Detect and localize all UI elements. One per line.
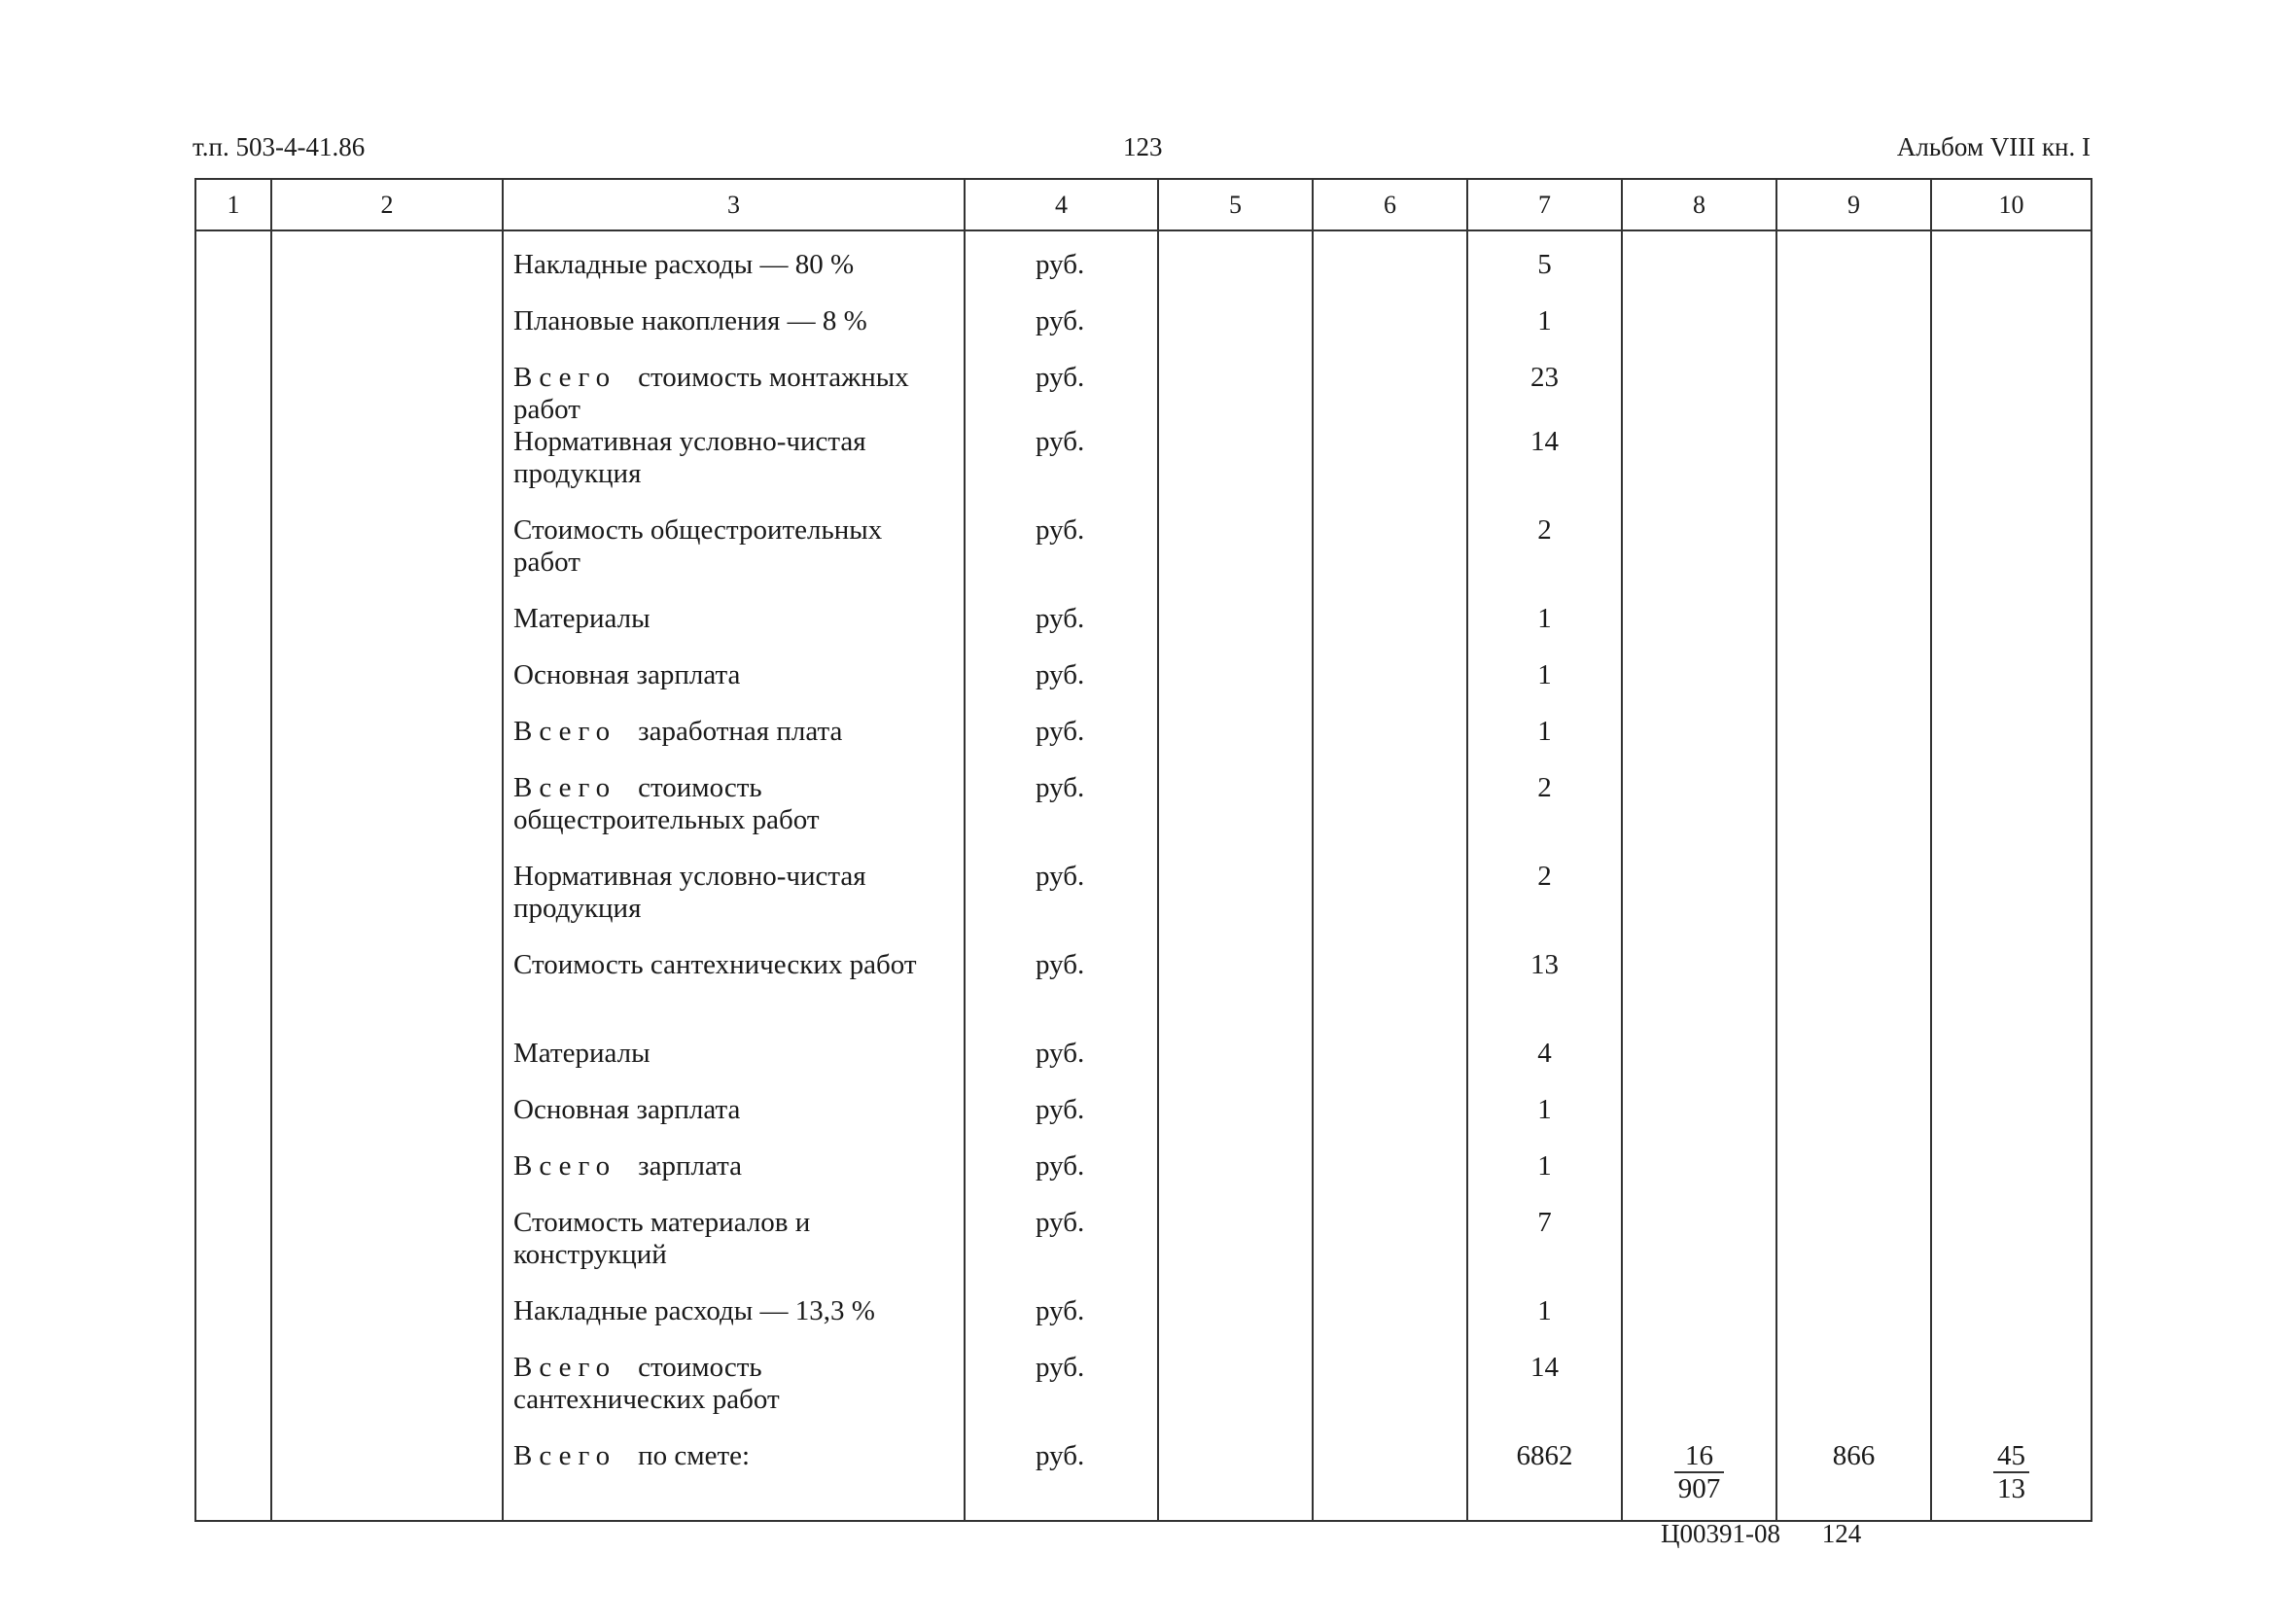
table-row bbox=[195, 861, 2092, 949]
item-unit: руб. bbox=[965, 1150, 1158, 1207]
empty-cell bbox=[1776, 1150, 1931, 1207]
table-row bbox=[195, 772, 2092, 861]
empty-cell bbox=[1313, 514, 1467, 603]
table-row bbox=[195, 1094, 2092, 1150]
item-name bbox=[503, 1038, 965, 1094]
empty-cell bbox=[1622, 716, 1776, 772]
item-label: Основная зарплата bbox=[513, 659, 741, 690]
empty-cell bbox=[1931, 230, 2092, 305]
item-name bbox=[503, 426, 965, 514]
empty-cell bbox=[1313, 1094, 1467, 1150]
empty-cell bbox=[1776, 949, 1931, 1038]
item-label: Стоимость общестроительных работ bbox=[513, 514, 883, 578]
footer-page-number: 124 bbox=[1821, 1519, 1862, 1548]
item-name bbox=[503, 1207, 965, 1295]
table-row bbox=[195, 949, 2092, 1038]
empty-cell bbox=[1313, 1207, 1467, 1295]
item-prefix: Всего bbox=[513, 362, 617, 393]
empty-cell bbox=[1622, 1295, 1776, 1352]
table-row bbox=[195, 426, 2092, 514]
empty-cell bbox=[195, 1295, 271, 1352]
item-prefix: Всего bbox=[513, 1150, 617, 1182]
empty-cell bbox=[195, 305, 271, 362]
empty-cell bbox=[1776, 1094, 1931, 1150]
total-unit: руб. bbox=[965, 1440, 1158, 1521]
empty-cell bbox=[271, 1352, 503, 1440]
empty-cell bbox=[1931, 362, 2092, 426]
empty-cell bbox=[1622, 305, 1776, 362]
item-name bbox=[503, 716, 965, 772]
item-name bbox=[503, 1295, 965, 1352]
column-header: 7 bbox=[1467, 179, 1622, 230]
empty-cell bbox=[195, 861, 271, 949]
item-name bbox=[503, 861, 965, 949]
empty-cell bbox=[1158, 1150, 1313, 1207]
table-row bbox=[195, 305, 2092, 362]
empty-cell bbox=[271, 362, 503, 426]
total-value-col8 bbox=[1622, 1440, 1776, 1521]
empty-cell bbox=[1158, 1038, 1313, 1094]
empty-cell bbox=[1931, 861, 2092, 949]
empty-cell bbox=[1622, 659, 1776, 716]
empty-cell bbox=[195, 716, 271, 772]
empty-cell bbox=[1622, 362, 1776, 426]
empty-cell bbox=[271, 1038, 503, 1094]
empty-cell bbox=[1931, 659, 2092, 716]
item-unit: руб. bbox=[965, 1094, 1158, 1150]
table-row bbox=[195, 1038, 2092, 1094]
item-label: Накладные расходы — 80 % bbox=[513, 249, 855, 280]
item-unit: руб. bbox=[965, 861, 1158, 949]
item-label: Основная зарплата bbox=[513, 1094, 741, 1125]
item-unit: руб. bbox=[965, 659, 1158, 716]
empty-cell bbox=[195, 603, 271, 659]
empty-cell bbox=[1158, 514, 1313, 603]
item-label: Нормативная условно-чистая продукция bbox=[513, 426, 866, 489]
item-unit: руб. bbox=[965, 949, 1158, 1038]
empty-cell bbox=[1158, 659, 1313, 716]
item-unit: руб. bbox=[965, 1038, 1158, 1094]
fraction bbox=[1674, 1440, 1725, 1504]
column-header: 10 bbox=[1931, 179, 2092, 230]
item-value-col7: 13 bbox=[1467, 949, 1622, 1038]
total-value-col9: 866 bbox=[1776, 1440, 1931, 1521]
empty-cell bbox=[195, 1207, 271, 1295]
item-label: Плановые накопления — 8 % bbox=[513, 305, 867, 336]
item-name bbox=[503, 362, 965, 426]
item-value-col7: 1 bbox=[1467, 603, 1622, 659]
empty-cell bbox=[271, 1440, 503, 1521]
empty-cell bbox=[1931, 426, 2092, 514]
table-row bbox=[195, 1150, 2092, 1207]
item-prefix: Всего bbox=[513, 1352, 617, 1383]
empty-cell bbox=[271, 1295, 503, 1352]
item-value-col7: 2 bbox=[1467, 861, 1622, 949]
total-label: по смете: bbox=[638, 1440, 751, 1471]
empty-cell bbox=[1931, 514, 2092, 603]
empty-cell bbox=[1931, 1094, 2092, 1150]
column-number-row bbox=[195, 179, 2092, 230]
empty-cell bbox=[1931, 305, 2092, 362]
column-header: 3 bbox=[503, 179, 965, 230]
table-row bbox=[195, 230, 2092, 305]
empty-cell bbox=[1158, 1094, 1313, 1150]
item-label: заработная плата bbox=[638, 716, 843, 747]
item-value-col7: 1 bbox=[1467, 1150, 1622, 1207]
item-unit: руб. bbox=[965, 230, 1158, 305]
empty-cell bbox=[195, 230, 271, 305]
empty-cell bbox=[1622, 603, 1776, 659]
empty-cell bbox=[1313, 716, 1467, 772]
column-header: 2 bbox=[271, 179, 503, 230]
empty-cell bbox=[1931, 772, 2092, 861]
empty-cell bbox=[195, 426, 271, 514]
empty-cell bbox=[1622, 949, 1776, 1038]
empty-cell bbox=[1158, 362, 1313, 426]
empty-cell bbox=[195, 1440, 271, 1521]
empty-cell bbox=[1776, 305, 1931, 362]
table-row bbox=[195, 514, 2092, 603]
empty-cell bbox=[1313, 230, 1467, 305]
empty-cell bbox=[1776, 861, 1931, 949]
table-row bbox=[195, 659, 2092, 716]
column-header: 4 bbox=[965, 179, 1158, 230]
empty-cell bbox=[1931, 1352, 2092, 1440]
item-label: зарплата bbox=[638, 1150, 742, 1182]
empty-cell bbox=[1158, 949, 1313, 1038]
item-name bbox=[503, 659, 965, 716]
empty-cell bbox=[1158, 861, 1313, 949]
estimate-table bbox=[194, 178, 2092, 1522]
empty-cell bbox=[1158, 230, 1313, 305]
item-unit: руб. bbox=[965, 1295, 1158, 1352]
empty-cell bbox=[1622, 1094, 1776, 1150]
empty-cell bbox=[1622, 861, 1776, 949]
table-row bbox=[195, 1295, 2092, 1352]
item-label: Материалы bbox=[513, 1038, 650, 1069]
item-label: стоимость общестроительных работ bbox=[513, 772, 820, 835]
table-row bbox=[195, 1352, 2092, 1440]
table-row bbox=[195, 716, 2092, 772]
item-value-col7: 1 bbox=[1467, 1295, 1622, 1352]
item-label: стоимость монтажных работ bbox=[513, 362, 909, 425]
footer-document-code: Ц00391-08 bbox=[1661, 1519, 1780, 1548]
empty-cell bbox=[1622, 1038, 1776, 1094]
empty-cell bbox=[1313, 949, 1467, 1038]
empty-cell bbox=[1622, 230, 1776, 305]
empty-cell bbox=[1313, 772, 1467, 861]
empty-cell bbox=[1622, 1207, 1776, 1295]
item-value-col7: 1 bbox=[1467, 305, 1622, 362]
empty-cell bbox=[271, 659, 503, 716]
item-unit: руб. bbox=[965, 362, 1158, 426]
empty-cell bbox=[195, 949, 271, 1038]
item-name bbox=[503, 305, 965, 362]
empty-cell bbox=[1622, 772, 1776, 861]
empty-cell bbox=[1313, 1295, 1467, 1352]
empty-cell bbox=[271, 861, 503, 949]
item-value-col7: 5 bbox=[1467, 230, 1622, 305]
item-label: Материалы bbox=[513, 603, 650, 634]
item-name bbox=[503, 230, 965, 305]
empty-cell bbox=[195, 659, 271, 716]
column-header: 1 bbox=[195, 179, 271, 230]
empty-cell bbox=[1313, 1038, 1467, 1094]
empty-cell bbox=[195, 1352, 271, 1440]
empty-cell bbox=[1622, 426, 1776, 514]
item-value-col7: 23 bbox=[1467, 362, 1622, 426]
item-unit: руб. bbox=[965, 603, 1158, 659]
total-value-col10 bbox=[1931, 1440, 2092, 1521]
item-name bbox=[503, 949, 965, 1038]
empty-cell bbox=[1622, 1150, 1776, 1207]
empty-cell bbox=[1931, 603, 2092, 659]
empty-cell bbox=[1931, 1295, 2092, 1352]
fraction-numerator: 45 bbox=[1993, 1440, 2029, 1473]
item-value-col7: 1 bbox=[1467, 716, 1622, 772]
item-label: Стоимость сантехнических работ bbox=[513, 949, 917, 980]
empty-cell bbox=[1776, 514, 1931, 603]
fraction-denominator: 907 bbox=[1677, 1473, 1721, 1504]
document-code: т.п. 503-4-41.86 bbox=[193, 132, 366, 161]
empty-cell bbox=[195, 514, 271, 603]
page-number: 123 bbox=[1123, 132, 1163, 161]
empty-cell bbox=[271, 1207, 503, 1295]
empty-cell bbox=[271, 1094, 503, 1150]
item-prefix: Всего bbox=[513, 772, 617, 803]
footer-code bbox=[1661, 1519, 1861, 1549]
item-name bbox=[503, 1094, 965, 1150]
item-unit: руб. bbox=[965, 716, 1158, 772]
column-header: 6 bbox=[1313, 179, 1467, 230]
empty-cell bbox=[271, 1150, 503, 1207]
item-unit: руб. bbox=[965, 1352, 1158, 1440]
empty-cell bbox=[1158, 305, 1313, 362]
fraction-numerator: 16 bbox=[1674, 1440, 1725, 1473]
empty-cell bbox=[1158, 603, 1313, 659]
item-label: Стоимость материалов и конструкций bbox=[513, 1207, 811, 1270]
empty-cell bbox=[1776, 1352, 1931, 1440]
empty-cell bbox=[1313, 362, 1467, 426]
empty-cell bbox=[1931, 1150, 2092, 1207]
empty-cell bbox=[271, 772, 503, 861]
empty-cell bbox=[1776, 772, 1931, 861]
empty-cell bbox=[1931, 949, 2092, 1038]
empty-cell bbox=[195, 1038, 271, 1094]
empty-cell bbox=[1158, 426, 1313, 514]
empty-cell bbox=[271, 426, 503, 514]
fraction-denominator: 13 bbox=[1997, 1473, 2025, 1504]
total-name bbox=[503, 1440, 965, 1521]
item-value-col7: 7 bbox=[1467, 1207, 1622, 1295]
empty-cell bbox=[1776, 716, 1931, 772]
empty-cell bbox=[1158, 716, 1313, 772]
empty-cell bbox=[195, 1094, 271, 1150]
empty-cell bbox=[1931, 1207, 2092, 1295]
total-value-col7: 6862 bbox=[1467, 1440, 1622, 1521]
item-value-col7: 2 bbox=[1467, 514, 1622, 603]
item-prefix: Всего bbox=[513, 716, 617, 747]
item-value-col7: 4 bbox=[1467, 1038, 1622, 1094]
empty-cell bbox=[1313, 305, 1467, 362]
empty-cell bbox=[1622, 514, 1776, 603]
empty-cell bbox=[195, 772, 271, 861]
item-unit: руб. bbox=[965, 1207, 1158, 1295]
empty-cell bbox=[1776, 1038, 1931, 1094]
empty-cell bbox=[1776, 1207, 1931, 1295]
empty-cell bbox=[1776, 426, 1931, 514]
empty-cell bbox=[271, 716, 503, 772]
total-row bbox=[195, 1440, 2092, 1521]
item-name bbox=[503, 772, 965, 861]
empty-cell bbox=[1158, 772, 1313, 861]
item-unit: руб. bbox=[965, 305, 1158, 362]
empty-cell bbox=[1313, 426, 1467, 514]
empty-cell bbox=[1313, 1150, 1467, 1207]
item-unit: руб. bbox=[965, 426, 1158, 514]
empty-cell bbox=[271, 305, 503, 362]
item-value-col7: 1 bbox=[1467, 1094, 1622, 1150]
empty-cell bbox=[195, 1150, 271, 1207]
table-row bbox=[195, 603, 2092, 659]
empty-cell bbox=[1313, 1440, 1467, 1521]
fraction bbox=[1993, 1440, 2029, 1504]
empty-cell bbox=[1313, 1352, 1467, 1440]
item-value-col7: 1 bbox=[1467, 659, 1622, 716]
item-value-col7: 14 bbox=[1467, 426, 1622, 514]
item-unit: руб. bbox=[965, 772, 1158, 861]
empty-cell bbox=[1776, 1295, 1931, 1352]
item-name bbox=[503, 1352, 965, 1440]
table-row bbox=[195, 362, 2092, 426]
empty-cell bbox=[1776, 659, 1931, 716]
item-label: стоимость сантехнических работ bbox=[513, 1352, 780, 1415]
item-name bbox=[503, 603, 965, 659]
empty-cell bbox=[1158, 1352, 1313, 1440]
item-value-col7: 2 bbox=[1467, 772, 1622, 861]
empty-cell bbox=[1931, 1038, 2092, 1094]
empty-cell bbox=[1313, 603, 1467, 659]
empty-cell bbox=[271, 603, 503, 659]
column-header: 9 bbox=[1776, 179, 1931, 230]
empty-cell bbox=[195, 362, 271, 426]
table-row bbox=[195, 1207, 2092, 1295]
empty-cell bbox=[1313, 659, 1467, 716]
empty-cell bbox=[1313, 861, 1467, 949]
empty-cell bbox=[1622, 1352, 1776, 1440]
column-header: 5 bbox=[1158, 179, 1313, 230]
item-name bbox=[503, 1150, 965, 1207]
empty-cell bbox=[1776, 603, 1931, 659]
empty-cell bbox=[1931, 716, 2092, 772]
item-value-col7: 14 bbox=[1467, 1352, 1622, 1440]
empty-cell bbox=[1776, 230, 1931, 305]
total-prefix: Всего bbox=[513, 1440, 617, 1471]
empty-cell bbox=[1158, 1440, 1313, 1521]
item-unit: руб. bbox=[965, 514, 1158, 603]
empty-cell bbox=[271, 230, 503, 305]
item-name bbox=[503, 514, 965, 603]
empty-cell bbox=[1776, 362, 1931, 426]
empty-cell bbox=[271, 514, 503, 603]
album-label: Альбом VIII кн. I bbox=[1896, 132, 2091, 161]
item-label: Накладные расходы — 13,3 % bbox=[513, 1295, 875, 1326]
column-header: 8 bbox=[1622, 179, 1776, 230]
empty-cell bbox=[1158, 1207, 1313, 1295]
item-label: Нормативная условно-чистая продукция bbox=[513, 861, 866, 924]
empty-cell bbox=[271, 949, 503, 1038]
empty-cell bbox=[1158, 1295, 1313, 1352]
